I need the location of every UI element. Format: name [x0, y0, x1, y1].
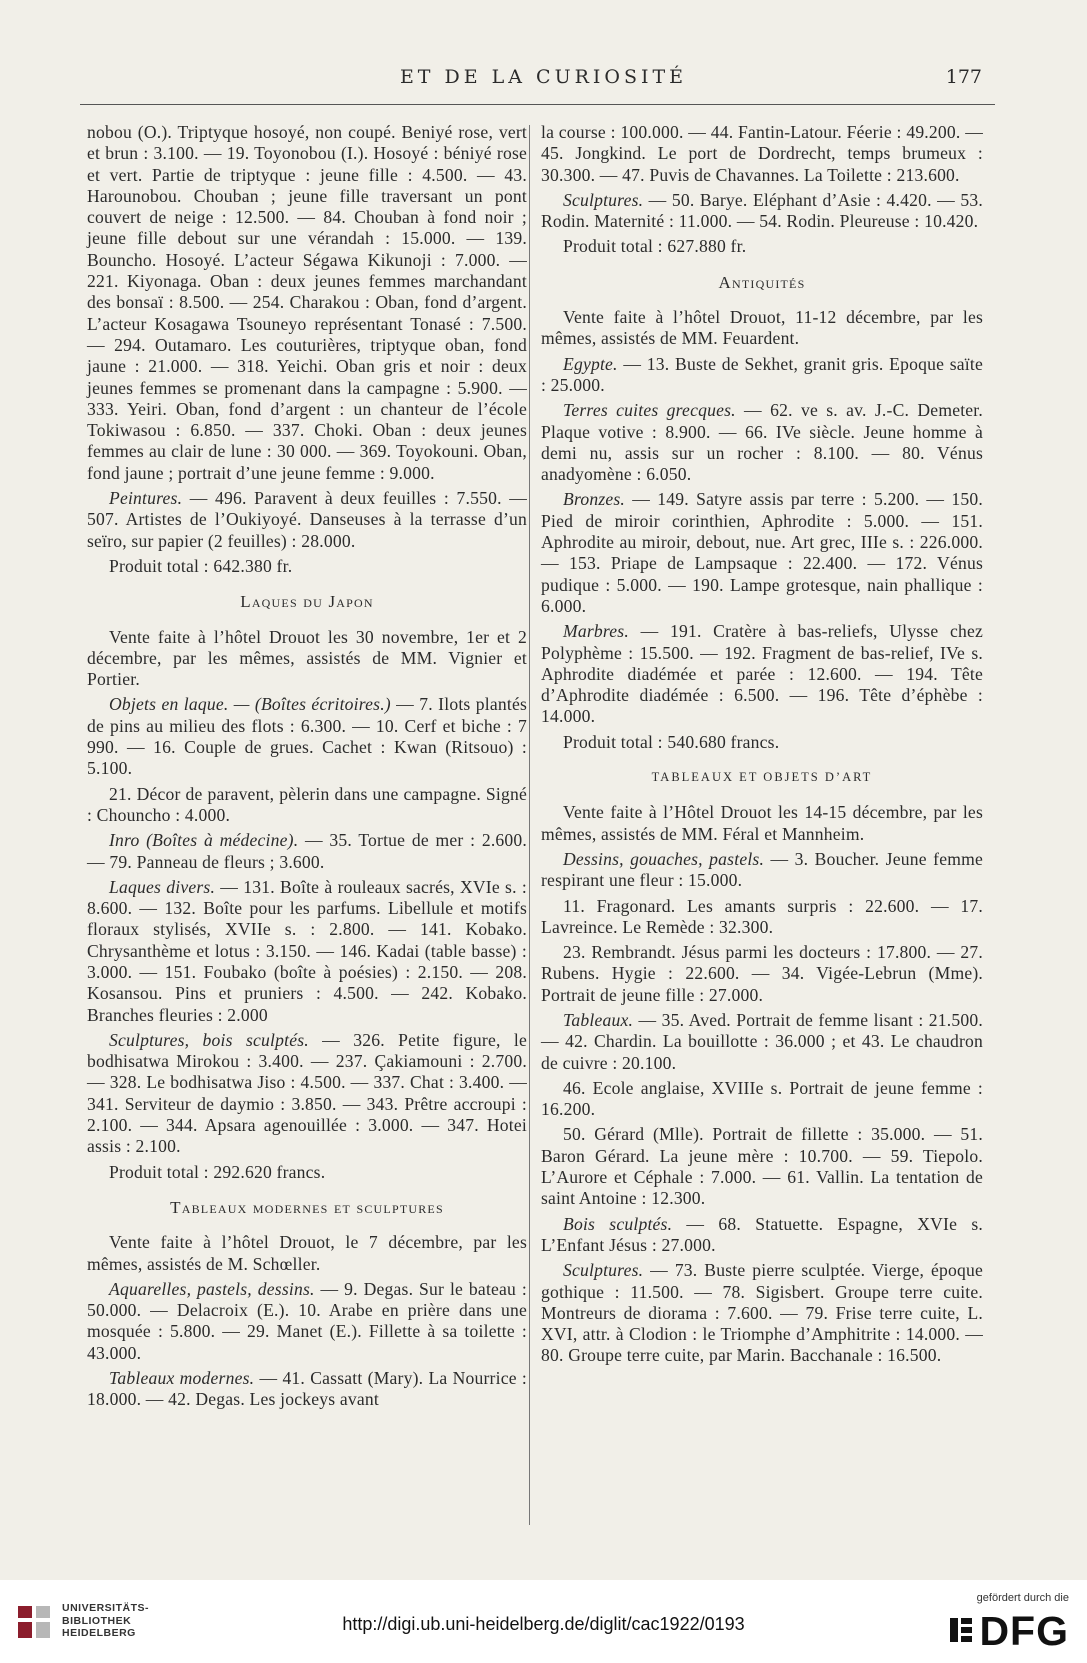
total-line: Produit total : 642.380 fr. — [109, 555, 293, 576]
right-column — [541, 122, 983, 1371]
paragraph-text: — 35. Aved. Portrait de femme lisant : 21.500. — 42. Chardin. La bouillotte : 36.000 ; et 43. Le chaudron de cuivre : 20.100. — [541, 1009, 983, 1073]
rubric: Sculptures. — [563, 189, 644, 210]
paragraph — [541, 400, 983, 485]
paragraph-text: — 50. Barye. Eléphant d’Asie : 4.420. — 53. Rodin. Maternité : 11.000. — 54. Rodin. Pleureuse : 10.420. — [541, 189, 983, 232]
paragraph — [541, 489, 983, 617]
paragraph — [541, 1010, 983, 1074]
paragraph-text: — 191. Cratère à bas-reliefs, Ulysse chez Polyphème : 15.500. — 192. Fragment de bas-relief, IVe s. Aphrodite diadémée et parée : 12.600. — 194. Tête d’Aphrodite diadémée : 6.500. — 196. Tête d’éphèbe : 14.000. — [541, 621, 983, 727]
dfg-mark-icon — [948, 1616, 974, 1644]
rubric: Sculptures, bois sculptés. — [109, 1029, 309, 1050]
paragraph: 11. Fragonard. Les amants surpris : 22.600. — 17. Lavreince. Le Remède : 32.300. — [541, 895, 983, 937]
paragraph — [541, 354, 983, 397]
paragraph — [87, 830, 527, 873]
header-rule — [80, 104, 995, 105]
paragraph: 46. Ecole anglaise, XVIIIe s. Portrait de jeune femme : 16.200. — [541, 1077, 983, 1120]
paragraph — [87, 1368, 527, 1411]
running-header — [0, 66, 1087, 96]
total-line: Produit total : 627.880 fr. — [563, 236, 747, 257]
section-heading: Tableaux modernes et sculptures — [170, 1197, 444, 1217]
rubric: Bronzes. — [563, 489, 626, 510]
paragraph-text: — 13. Buste de Sekhet, granit gris. Epoque saïte : 25.000. — [541, 353, 983, 395]
rubric: Tableaux. — [563, 1009, 634, 1030]
paragraph-text: — 9. Degas. Sur le bateau : 50.000. — Delacroix (E.). 10. Arabe en prière dans une mosquée : 5.800. — 29. Manet (E.). Fillette à sa toilette : 43.000. — [87, 1278, 527, 1363]
paragraph — [541, 1214, 983, 1257]
paragraph-text: — 41. Cassatt (Mary). La Nourrice : 18.000. — 42. Degas. Les jockeys avant — [87, 1368, 527, 1410]
digital-copy-link[interactable]: http://digi.ub.uni-heidelberg.de/diglit/cac1922/0193 — [342, 1614, 745, 1634]
paragraph-text: — 3. Boucher. Jeune femme respirant une fleur : 15.000. — [541, 848, 983, 891]
paragraph: Vente faite à l’Hôtel Drouot les 14-15 décembre, par les mêmes, assistés de MM. Féral et Mannheim. — [541, 802, 983, 844]
paragraph-text: — 68. Statuette. Espagne, XVIe s. L’Enfant Jésus : 27.000. — [541, 1213, 983, 1255]
rubric: Aquarelles, pastels, dessins. — [109, 1278, 315, 1299]
paragraph: 21. Décor de paravent, pèlerin dans une campagne. Signé : Chouncho : 4.000. — [87, 783, 527, 825]
paragraph: 50. Gérard (Mlle). Portrait de fillette : 35.000. — 51. Baron Gérard. La jeune mère : 10.700. — 59. Tiepolo. L’Aurore et Céphale : 7.000. — 61. Vallin. La tentation de saint Antoine : 12.300. — [541, 1124, 983, 1209]
funded-by-label: gefördert durch die — [976, 1592, 1069, 1604]
paragraph-text: — 73. Buste pierre sculptée. Vierge, époque gothique : 11.500. — 78. Sigisbert. Groupe terre cuite. Montreurs de diorama : 7.600. — 79. Frise terre cuite, L. XVI, attr. à Clodion : le Triomphe d’Amphitrite : 14.000. — 80. Groupe terre cuite, par Marin. Bacchanale : 16.500. — [541, 1260, 983, 1366]
paragraph: Vente faite à l’hôtel Drouot les 30 novembre, 1er et 2 décembre, par les mêmes, assistés de MM. Vignier et Portier. — [87, 626, 527, 690]
rubric: Objets en laque. — (Boîtes écritoires.) — [109, 694, 391, 715]
paragraph: Vente faite à l’hôtel Drouot, le 7 décembre, par les mêmes, assistés de M. Schœller. — [87, 1232, 527, 1274]
paragraph: nobou (O.). Triptyque hosoyé, non coupé. Beniyé rose, vert et brun : 3.100. — 19. Toyonobou (I.). Hosoyé : béniyé rose et vert. Partie de triptyque : jeune fille : 4.500. — 43. Harounobou. Chouban ; jeune fille traversant un pont couvert de neige : 12.500. — 84. Chouban à fond noir ; jeune fille debout sur une vérandah : 15.000. — 139. Bouncho. Hosoyé. L’acteur Ségawa Kikunoji : 7.000. — 221. Kiyonaga. Oban : deux jeunes femmes marchandant des bonsaï : 8.500. — 254. Charakou : Oban, fond d’argent. L’acteur Kosagawa Tsouneyo représentant Tonasé : 7.500. — 294. Outamaro. Les couturières, triptyque oban, fond jaune : 21.000. — 318. Yeichi. Oban gris et noir : deux jeunes femmes se promenant dans la campagne : 5.900. — 333. Yeiri. Oban, fond d’argent : un chanteur de l’école Tokiwasou : 6.850. — 337. Choki. Oban : deux jeunes femmes au clair de lune : 30 000. — 369. Toyokouni. Oban, fond jaune ; portrait d’une jeune femme : 9.000. — [87, 122, 527, 483]
paragraph — [541, 849, 983, 892]
column-divider — [529, 125, 530, 1525]
paragraph: Vente faite à l’hôtel Drouot, 11-12 décembre, par les mêmes, assistés de MM. Feuardent. — [541, 307, 983, 349]
paragraph: la course : 100.000. — 44. Fantin-Latour. Féerie : 49.200. — 45. Jongkind. Le port de Dordrecht, temps brumeux : 30.300. — 47. Puvis de Chavannes. La Toilette : 213.600. — [541, 122, 983, 185]
library-name-line: HEIDELBERG — [62, 1627, 136, 1639]
rubric: Egypte. — [563, 353, 618, 374]
total-line: Produit total : 292.620 francs. — [109, 1161, 326, 1182]
paragraph-text: — 35. Tortue de mer : 2.600. — 79. Panneau de fleurs ; 3.600. — [87, 830, 528, 872]
rubric: Dessins, gouaches, pastels. — [563, 848, 765, 869]
paragraph-text: — 149. Satyre assis par terre : 5.200. — 150. Pied de miroir corinthien, Aphrodite : 5.000. — 151. Aphrodite au miroir, debout, nue. Art grec, IIIe s. : 226.000. — 153. Priape de Lampsaque : 22.400. — 172. Vénus pudique : 5.000. — 190. Lampe grotesque, nain phallique : 6.000. — [541, 489, 983, 616]
rubric: Sculptures. — [563, 1260, 644, 1281]
digitization-footer — [0, 1580, 1087, 1663]
paragraph-text: — 131. Boîte à rouleaux sacrés, XVIe s. : 8.600. — 132. Boîte pour les parfums. Libellule et motifs floraux stylisés, XVIIe s. : 2.800. — 141. Kobako. Chrysanthème et lotus : 3.150. — 146. Kadai (table basse) : 3.000. — 151. Foubako (boîte à poésies) : 2.150. — 208. Kosansou. Pins et pruniers : 4.500. — 242. Kobako. Branches fleuries : 2.000 — [87, 876, 527, 1025]
paragraph-text: — 326. Petite figure, le bodhisatwa Mirokou : 3.400. — 237. Çakiamouni : 2.700. — 328. Le bodhisatwa Jiso : 4.500. — 337. Chat : 3.400. — 341. Serviteur de daymio : 3.850. — 343. Prêtre accroupi : 2.100. — 344. Apsara agenouillée : 3.000. — 347. Hotei assis : 2.100. — [87, 1029, 527, 1157]
paragraph — [541, 621, 983, 727]
section-heading: Antiquités — [718, 272, 806, 292]
total-line: Produit total : 540.680 francs. — [563, 731, 780, 752]
rubric: Inro (Boîtes à médecine). — [109, 830, 299, 851]
paragraph-text: — 7. Ilots plantés de pins au milieu des flots : 6.300. — 10. Cerf et biche : 7 990. — 16. Couple de grues. Cachet : Kwan (Ritsouo) : 5.100. — [87, 694, 527, 779]
left-column — [87, 122, 527, 1415]
rubric: Marbres. — [563, 621, 629, 642]
running-title: ET DE LA CURIOSITÉ — [399, 66, 688, 88]
paragraph-text: — 62. ve s. av. J.-C. Demeter. Plaque votive : 8.900. — 66. IVe siècle. Jeune homme à demi nu, assis sur un rocher : 8.100. — 80. Vénus anadyomène : 6.050. — [541, 400, 983, 485]
page-number: 177 — [945, 66, 982, 88]
paragraph — [87, 877, 527, 1026]
section-heading: Laques du Japon — [240, 592, 374, 612]
paragraph: 23. Rembrandt. Jésus parmi les docteurs : 17.800. — 27. Rubens. Hygie : 22.600. — 34. Vigée-Lebrun (Mme). Portrait de jeune fille : 27.000. — [541, 942, 983, 1005]
paragraph-text: — 496. Paravent à deux feuilles : 7.550. — 507. Artistes de l’Oukiyoyé. Danseuses à la terrasse d’un seïro, sur papier (2 feuilles) : 28.000. — [87, 488, 527, 551]
paragraph — [541, 1260, 983, 1366]
rubric: Tableaux modernes. — [109, 1368, 255, 1389]
section-heading: TABLEAUX ET OBJETS D’ART — [651, 770, 873, 785]
rubric: Peintures. — [109, 488, 183, 509]
rubric: Terres cuites grecques. — [563, 400, 736, 421]
rubric: Laques divers. — [109, 876, 216, 897]
paragraph — [541, 190, 983, 233]
dfg-logo[interactable]: DFG — [979, 1608, 1069, 1654]
paragraph — [87, 1030, 527, 1158]
library-name-line: UNIVERSITÄTS- — [62, 1602, 150, 1614]
library-name-line: BIBLIOTHEK — [62, 1614, 132, 1627]
rubric: Bois sculptés. — [563, 1213, 673, 1234]
paragraph — [87, 488, 527, 552]
paragraph — [87, 694, 527, 779]
paragraph — [87, 1279, 527, 1364]
